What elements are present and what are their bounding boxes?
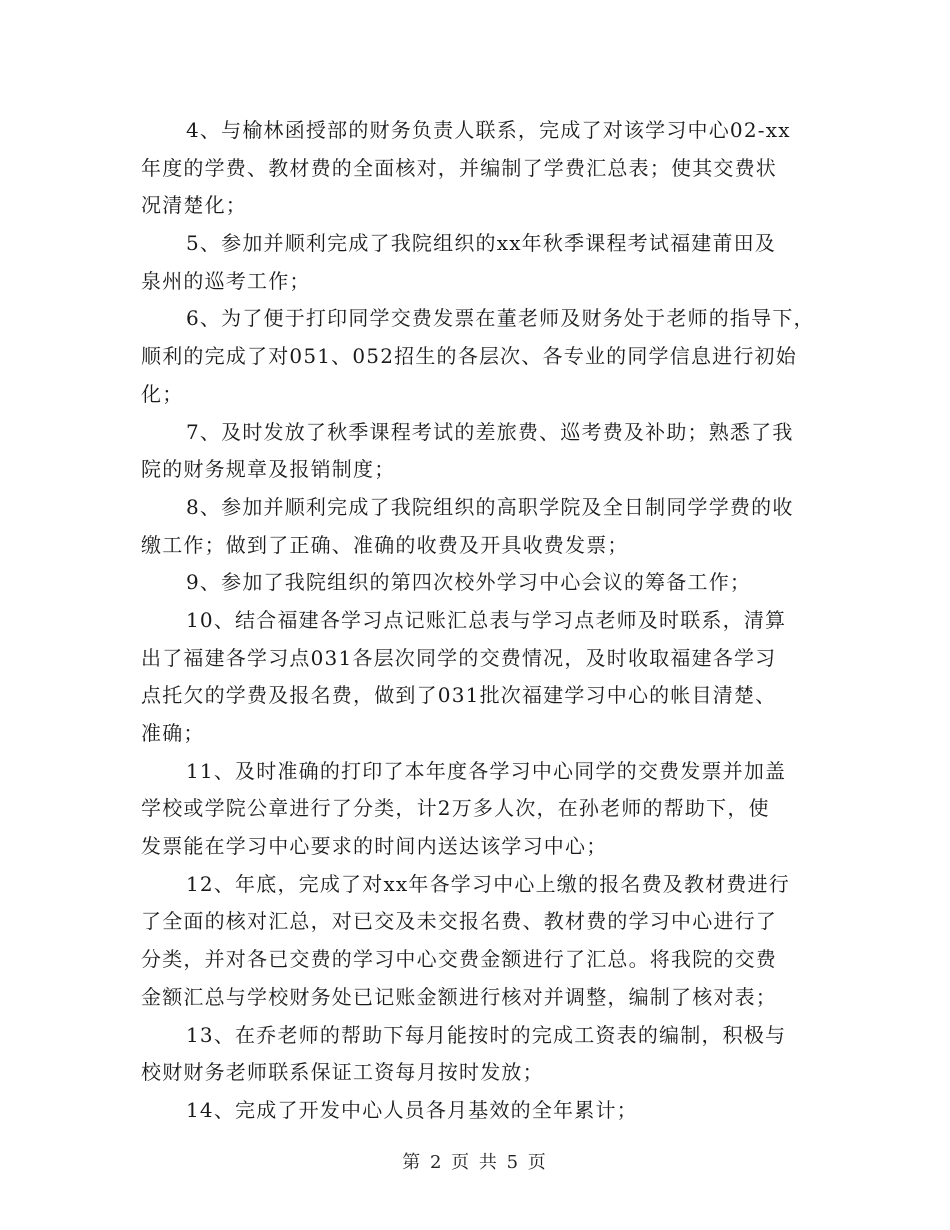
body-text-line: 14、完成了开发中心人员各月基效的全年累计；: [186, 1097, 638, 1122]
body-text-line: 年度的学费、教材费的全面核对，并编制了学费汇总表；使其交费状: [141, 155, 777, 180]
body-text-line: 顺利的完成了对051、052招生的各层次、各专业的同学信息进行初始: [141, 344, 797, 369]
body-text-line: 7、及时发放了秋季课程考试的差旅费、巡考费及补助；熟悉了我: [186, 419, 794, 444]
body-text-line: 况清楚化；: [141, 193, 247, 218]
body-text-line: 金额汇总与学校财务处已记账金额进行核对并调整，编制了核对表；: [141, 984, 777, 1009]
body-text-line: 12、年底，完成了对xx年各学习中心上缴的报名费及教材费进行: [186, 871, 791, 896]
body-text-line: 院的财务规章及报销制度；: [141, 457, 396, 482]
page-footer: 第 2 页 共 5 页: [402, 1152, 548, 1173]
body-text-line: 4、与榆林函授部的财务负责人联系，完成了对该学习中心02-xx: [186, 118, 791, 142]
document-body: [141, 112, 831, 1130]
body-text-line: 9、参加了我院组织的第四次校外学习中心会议的筹备工作；: [186, 570, 752, 595]
body-text-line: 泉州的巡考工作；: [141, 268, 311, 293]
body-text-line: 缴工作；做到了正确、准确的收费及开具收费发票；: [141, 532, 629, 557]
body-text-line: 点托欠的学费及报名费，做到了031批次福建学习中心的帐目清楚、: [141, 683, 777, 708]
body-text-line: 校财财务老师联系保证工资每月按时发放；: [141, 1060, 544, 1085]
body-text-line: 出了福建各学习点031各层次同学的交费情况，及时收取福建各学习: [141, 645, 777, 670]
body-text-line: 准确；: [141, 721, 205, 745]
body-text-line: 学校或学院公章进行了分类，计2万多人次，在孙老师的帮助下，使: [141, 796, 770, 821]
body-text-line: 了全面的核对汇总，对已交及未交报名费、教材费的学习中心进行了: [141, 909, 777, 934]
body-text-line: 10、结合福建各学习点记账汇总表与学习点老师及时联系，清算: [186, 607, 787, 632]
body-text-line: 分类，并对各已交费的学习中心交费金额进行了汇总。将我院的交费: [141, 947, 777, 972]
body-text-line: 化；: [141, 381, 184, 406]
body-text-line: 11、及时准确的打印了本年度各学习中心同学的交费发票并加盖: [186, 758, 787, 783]
body-text-line: 6、为了便于打印同学交费发票在董老师及财务处于老师的指导下，: [186, 306, 815, 331]
body-text-line: 13、在乔老师的帮助下每月能按时的完成工资表的编制，积极与: [186, 1022, 787, 1047]
body-text-line: 5、参加并顺利完成了我院组织的xx年秋季课程考试福建莆田及: [186, 231, 777, 256]
body-text-line: 8、参加并顺利完成了我院组织的高职学院及全日制同学学费的收: [186, 494, 794, 519]
body-text-line: 发票能在学习中心要求的时间内送达该学习中心；: [141, 834, 608, 859]
